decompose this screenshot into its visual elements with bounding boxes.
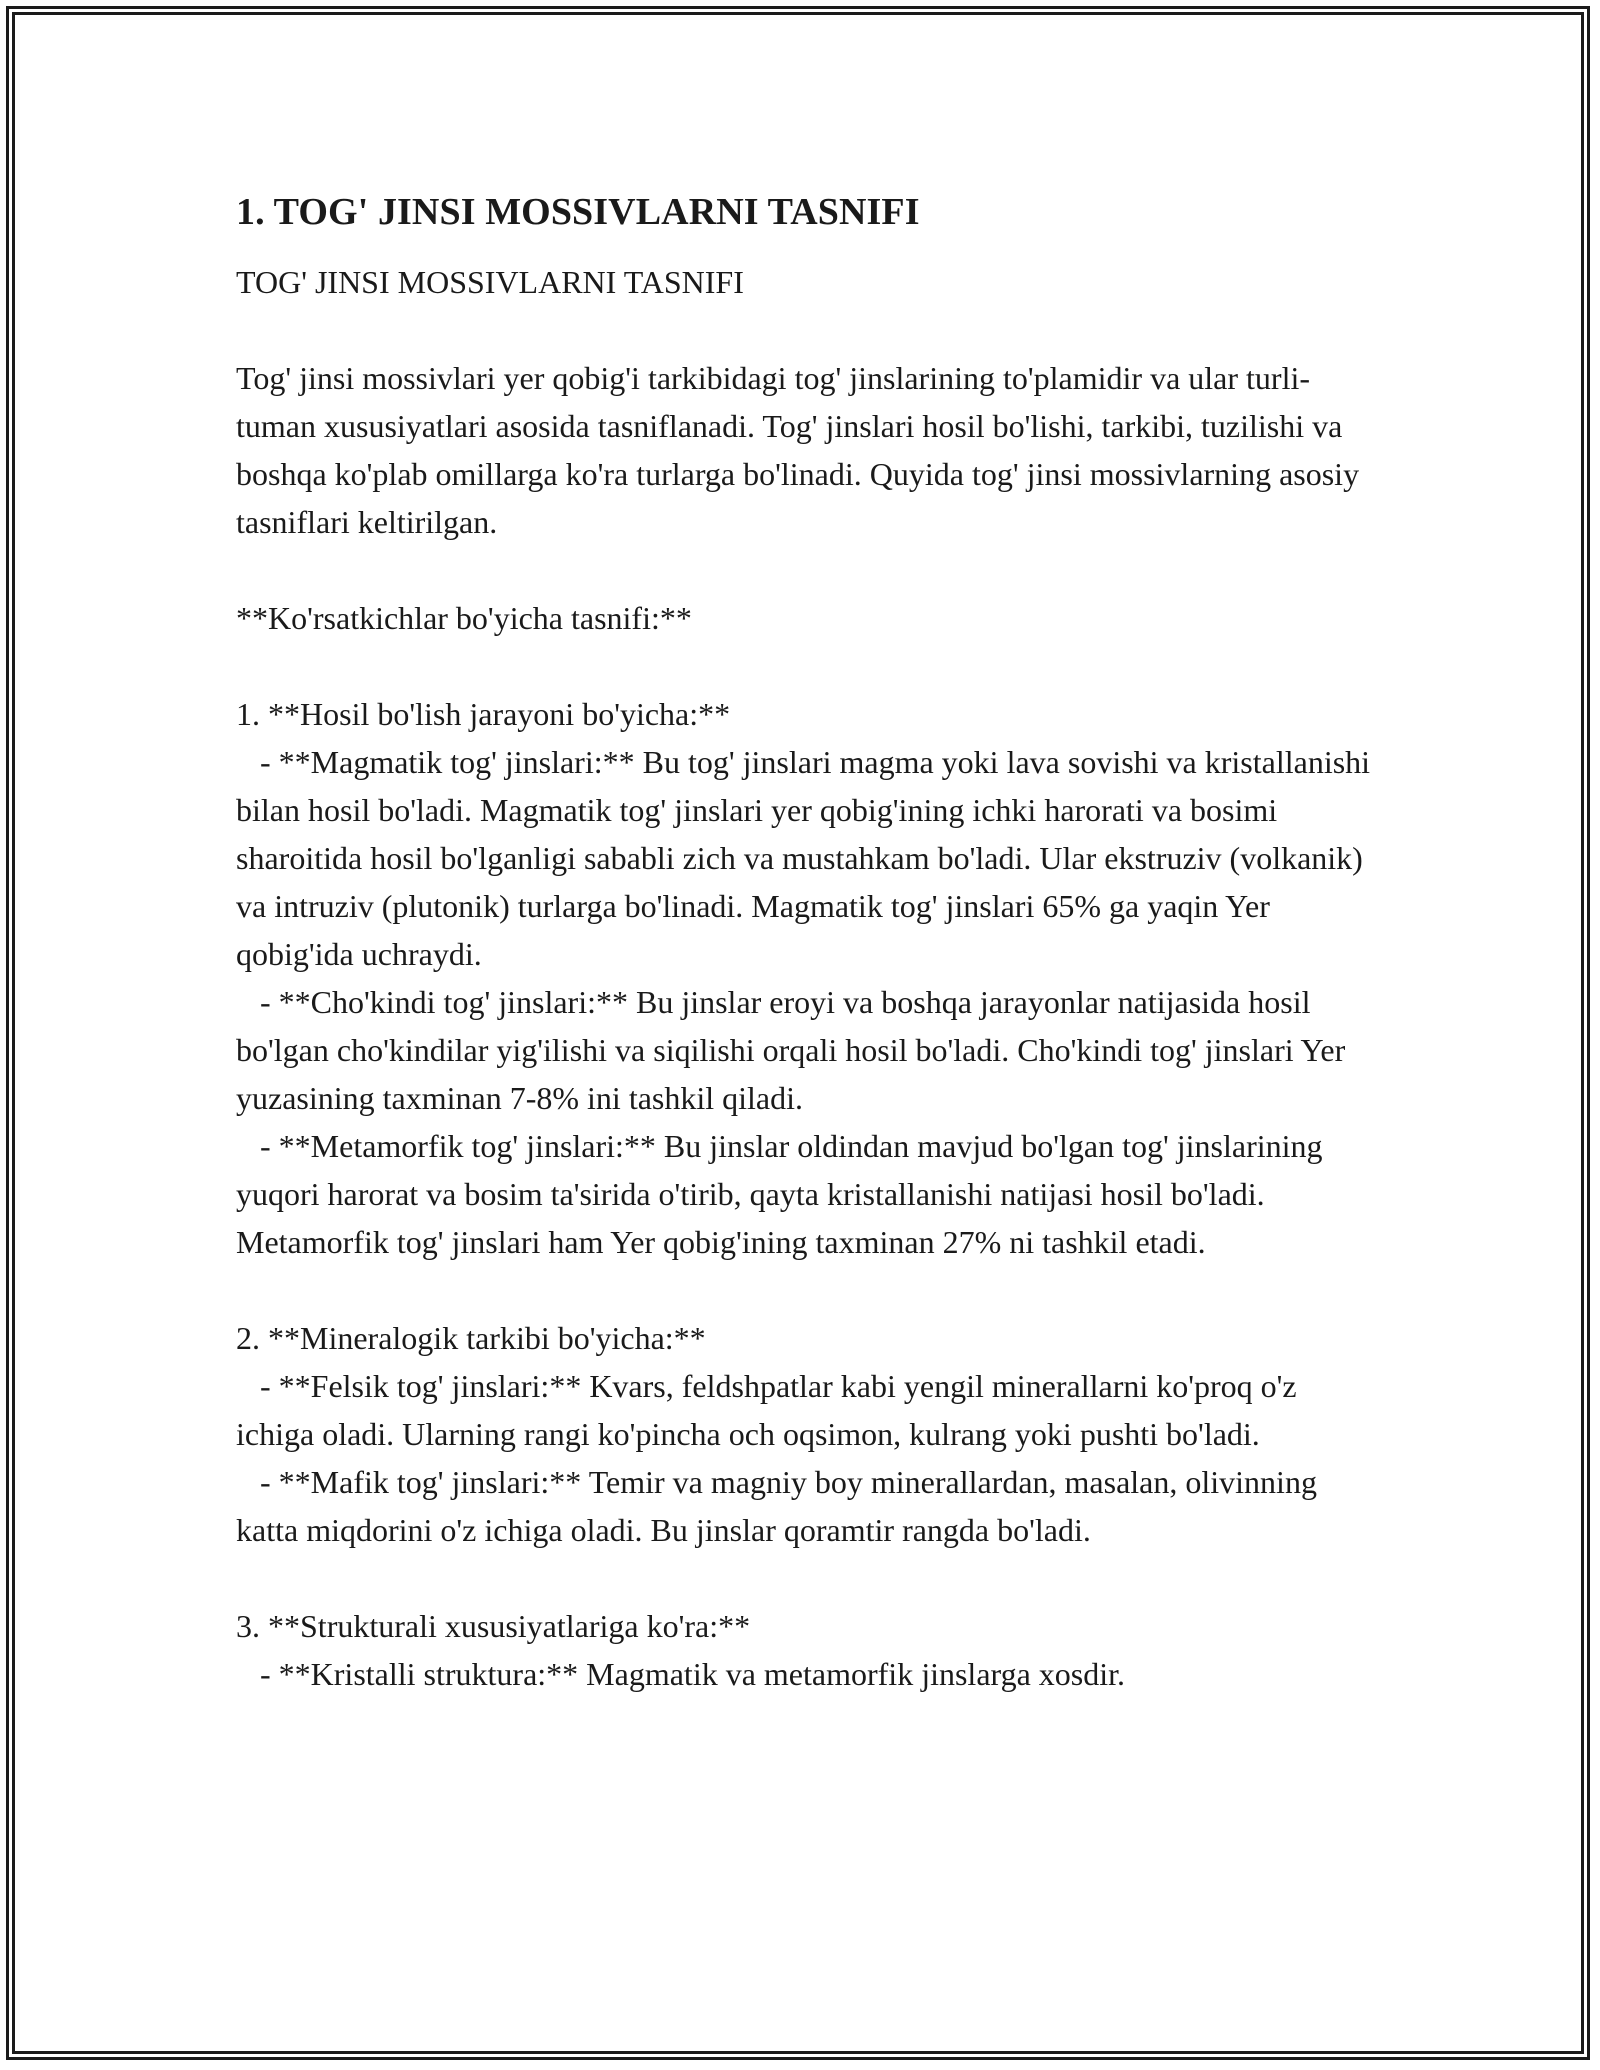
section-label: **Ko'rsatkichlar bo'yicha tasnifi:**	[236, 600, 692, 636]
document-subtitle: TOG' JINSI MOSSIVLARNI TASNIFI	[236, 264, 744, 300]
document-body	[236, 186, 1379, 1698]
spacer	[236, 1554, 1376, 1602]
spacer	[236, 642, 1376, 690]
group-title-structural: 3. **Strukturali xususiyatlariga ko'ra:**	[236, 1608, 751, 1644]
spacer	[236, 546, 1376, 594]
list-item-metamorphic: - **Metamorfik tog' jinslari:** Bu jinslar oldindan mavjud bo'lgan tog' jinslarining yuqori harorat va bosim ta'sirida o'tirib, qayta kristallanishi natijasi hosil bo'ladi. Metamorfik tog' jinslari ham Yer qobig'ining taxminan 27% ni tashkil etadi.	[236, 1128, 1331, 1260]
document-heading: 1. TOG' JINSI MOSSIVLARNI TASNIFI	[236, 191, 920, 233]
spacer	[236, 1266, 1376, 1314]
list-item-felsic: - **Felsik tog' jinslari:** Kvars, feldshpatlar kabi yengil minerallarni ko'proq o'z ichiga oladi. Ularning rangi ko'pincha och oqsimon, kulrang yoki pushti bo'ladi.	[236, 1368, 1305, 1452]
list-item-mafic: - **Mafik tog' jinslari:** Temir va magniy boy minerallardan, masalan, olivinning katta miqdorini o'z ichiga oladi. Bu jinslar qoramtir rangda bo'ladi.	[236, 1464, 1325, 1548]
group-title-formation: 1. **Hosil bo'lish jarayoni bo'yicha:**	[236, 696, 731, 732]
group-title-mineralogical: 2. **Mineralogik tarkibi bo'yicha:**	[236, 1320, 706, 1356]
list-item-magmatic: - **Magmatik tog' jinslari:** Bu tog' jinslari magma yoki lava sovishi va kristallanishi bilan hosil bo'ladi. Magmatik tog' jinslari yer qobig'ining ichki harorati va bosimi sharoitida hosil bo'lganligi sababli zich va mustahkam bo'ladi. Ular ekstruziv (volkanik) va intruziv (plutonik) turlarga bo'linadi. Magmatik tog' jinslari 65% ga yaqin Yer qobig'ida uchraydi.	[236, 744, 1379, 972]
list-item-sedimentary: - **Cho'kindi tog' jinslari:** Bu jinslar eroyi va boshqa jarayonlar natijasida hosil bo'lgan cho'kindilar yig'ilishi va siqilishi orqali hosil bo'ladi. Cho'kindi tog' jinslari Yer yuzasining taxminan 7-8% ini tashkil qiladi.	[236, 984, 1354, 1116]
list-item-crystalline: - **Kristalli struktura:** Magmatik va metamorfik jinslarga xosdir.	[236, 1656, 1126, 1692]
intro-paragraph: Tog' jinsi mossivlari yer qobig'i tarkibidagi tog' jinslarining to'plamidir va ular turli-tuman xususiyatlari asosida tasniflanadi. Tog' jinslari hosil bo'lishi, tarkibi, tuzilishi va boshqa ko'plab omillarga ko'ra turlarga bo'linadi. Quyida tog' jinsi mossivlarning asosiy tasniflari keltirilgan.	[236, 360, 1368, 540]
